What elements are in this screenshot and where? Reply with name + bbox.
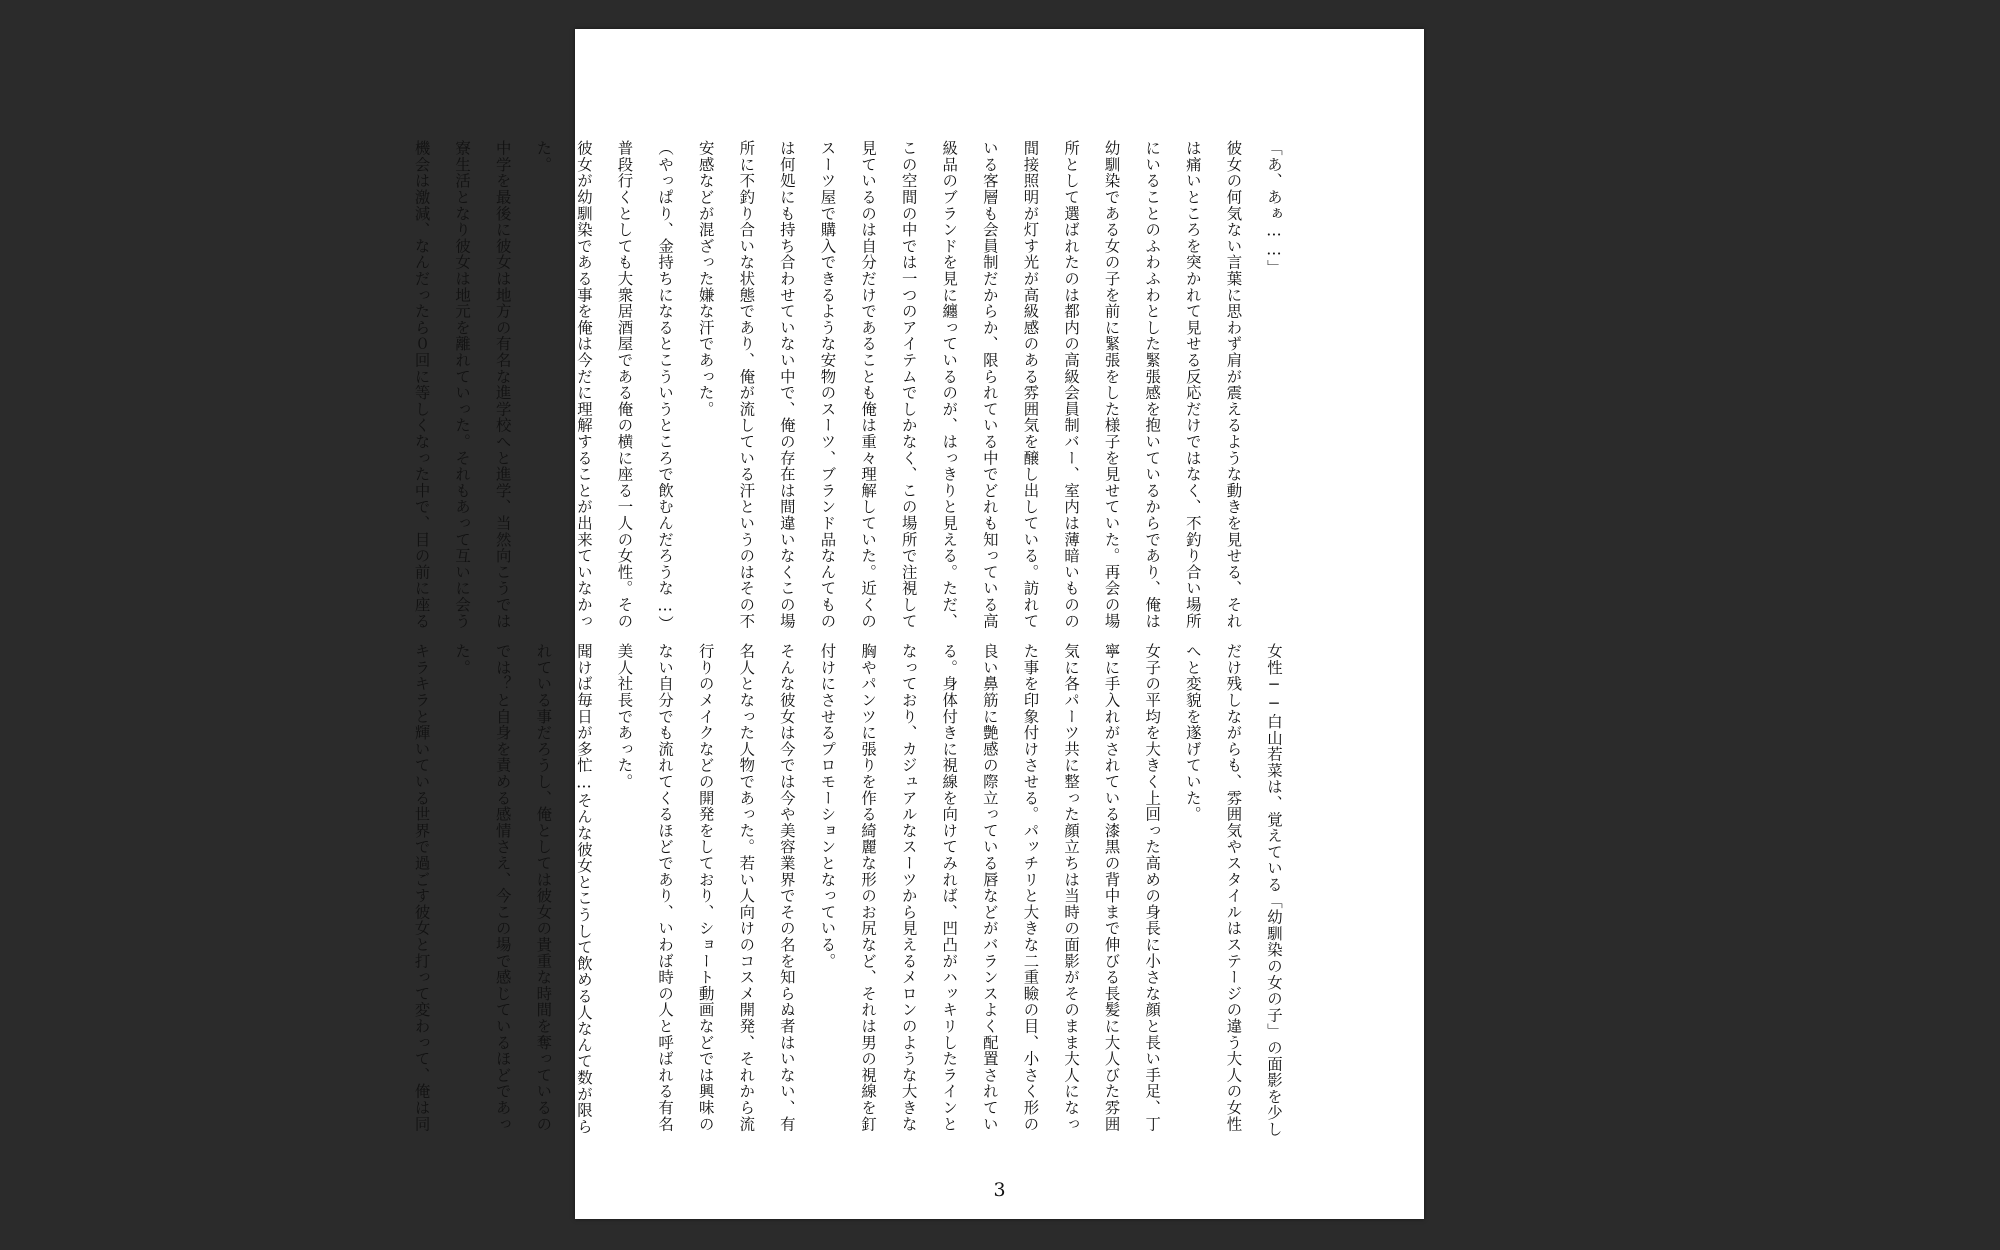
paragraph: 女性──白山若菜は、覚えている「幼馴染の女の子」の面影を少しだけ残しながらも、雰囲気やスタイルはステージの違う大人の女性へと変貌を遂げていた。 [1183, 643, 1283, 1138]
paragraph: 女子の平均を大きく上回った高めの身長に小さな顔と長い手足、丁寧に手入れがされている漆黒の背中まで伸びる長髪に大人びた雰囲気に各パーツ共に整った顔立ちは当時の面影がそのまま大人になった事を印象付けさせる。パッチリと大きな二重瞼の目、小さく形の良い鼻筋に艶感の際立っている唇などがバランスよく配置されている。身体付きに視線を向けてみれば、凹凸がハッキリしたラインとなっており、カジュアルなスーツから見えるメロンのような大きな胸やパンツに張りを作る綺麗な形のお尻など、それは男の視線を釘付けにさせるプロモーションとなっている。 [818, 643, 1162, 1132]
paragraph: キラキラと輝いている世界で過ごす彼女と打って変わって、俺は同 [412, 643, 431, 1132]
paragraph: 中学を最後に彼女は地方の有名な進学校へと進学、当然向こうでは寮生活となり彼女は地元を離れていった。それもあって互いに会う機会は激減、なんだったら０回に等しくなった中で、目の前に座る [412, 140, 512, 629]
paragraph: （やっぱり、金持ちになるとこういうところで飲むんだろうな…） [656, 140, 675, 632]
upper-text-tier [412, 140, 1294, 634]
page-number: 3 [993, 1179, 1006, 1201]
paragraph: そんな彼女は今では今や美容業界でその名を知らぬ者はいない、有名人となった人物であった。若い人向けのコスメ開発、それから流行りのメイクなどの開発をしており、ショート動画などでは興味のない自分でも流れてくるほどであり、いわば時の人と呼ばれる有名美人社長であった。 [615, 643, 796, 1132]
lower-text-tier [412, 643, 1294, 1143]
paragraph: 「あ、あぁ……」 [1265, 140, 1283, 276]
paragraph: 普段行くとしても大衆居酒屋である俺の横に座る一人の女性。その彼女が幼馴染である事を俺は今だに理解することが出来ていなかった。 [534, 140, 634, 629]
paragraph: 聞けば毎日が多忙…そんな彼女とこうして飲める人なんて数が限られている事だろうし、俺としては彼女の貴重な時間を奪っているのでは？と自身を責める感情さえ、今この場で感じているほどであった。 [453, 643, 593, 1135]
document-page [412, 29, 1424, 1219]
paragraph: 彼女の何気ない言葉に思わず肩が震えるような動きを見せる、それは痛いところを突かれて見せる反応だけではなく、不釣り合い場所にいることのふわふわとした緊張感を抱いているからであり、俺は幼馴染である女の子を前に緊張をした様子を見せていた。再会の場所として選ばれたのは都内の高級会員制バー、室内は薄暗いものの間接照明が灯す光が高級感のある雰囲気を醸し出している。訪れている客層も会員制だからか、限られている中でどれも知っている高級品のブランドを見に纏っているのが、はっきりと見える。ただ、この空間の中では一つのアイテムでしかなく、この場所で注視して見ているのは自分だけであることも俺は重々理解していた。近くのスーツ屋で購入できるような安物のスーツ、ブランド品なんてものは何処にも持ち合わせていない中で、俺の存在は間違いなくこの場所に不釣り合いな状態であり、俺が流している汗というのはその不安感などが混ざった嫌な汗であった。 [696, 140, 1243, 629]
